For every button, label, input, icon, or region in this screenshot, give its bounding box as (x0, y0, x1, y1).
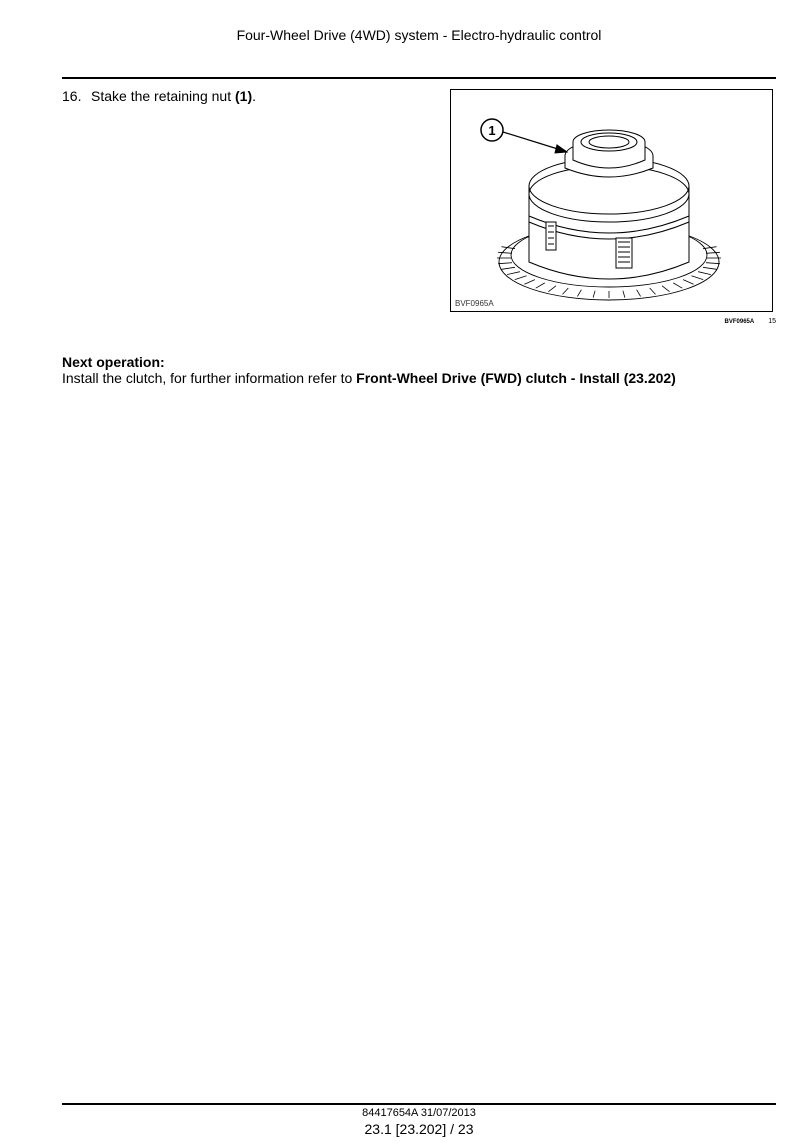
next-operation-heading: Next operation: (62, 354, 165, 370)
gear-tooth (507, 272, 520, 275)
gear-tooth (524, 280, 535, 285)
gear-tooth (498, 263, 512, 264)
gear-tooth (706, 252, 720, 253)
gear-tooth (536, 283, 545, 288)
figure-inner-code: BVF0965A (455, 299, 494, 308)
step-number: 16. (62, 88, 82, 104)
gear-tooth (502, 267, 516, 269)
gear-tooth (691, 276, 703, 280)
gear-tooth (563, 288, 569, 294)
gear-tooth (706, 263, 720, 264)
gear-tooth (650, 288, 656, 294)
next-operation-text (62, 370, 676, 386)
step-text: Stake the retaining nut (91, 88, 235, 104)
gear-tooth (662, 286, 670, 292)
gear-tooth (548, 286, 556, 292)
figure-caption-code: BVF0965A (724, 319, 755, 325)
clutch-illustration (451, 90, 772, 311)
callout-label: 1 (488, 123, 496, 138)
figure-clutch-nut (450, 89, 773, 312)
gear-tooth (577, 290, 581, 297)
gear-tooth (515, 276, 527, 280)
header-divider (62, 77, 776, 79)
gear-tooth (498, 252, 512, 253)
procedure-step (62, 88, 256, 104)
step-end: . (252, 88, 257, 104)
figure-caption-number: 15 (768, 318, 776, 325)
footer-page-number: 23.1 [23.202] / 23 (364, 1121, 474, 1137)
step-callout: (1) (235, 88, 253, 104)
footer-divider (62, 1103, 776, 1105)
gear-tooth (703, 267, 717, 269)
figure-caption (725, 318, 776, 325)
page-header-title: Four-Wheel Drive (4WD) system - Electro-hydraulic control (236, 27, 602, 43)
next-operation-link[interactable]: Front-Wheel Drive (FWD) clutch - Install (23.202) (356, 370, 676, 386)
footer-doc-id: 84417654A 31/07/2013 (362, 1107, 476, 1119)
gear-tooth (623, 291, 625, 298)
gear-tooth (673, 283, 682, 288)
gear-tooth (593, 291, 595, 298)
next-operation-body: Install the clutch, for further information refer to (62, 370, 357, 386)
gear-tooth (698, 272, 711, 275)
gear-tooth (683, 280, 694, 285)
gear-tooth (637, 290, 641, 297)
